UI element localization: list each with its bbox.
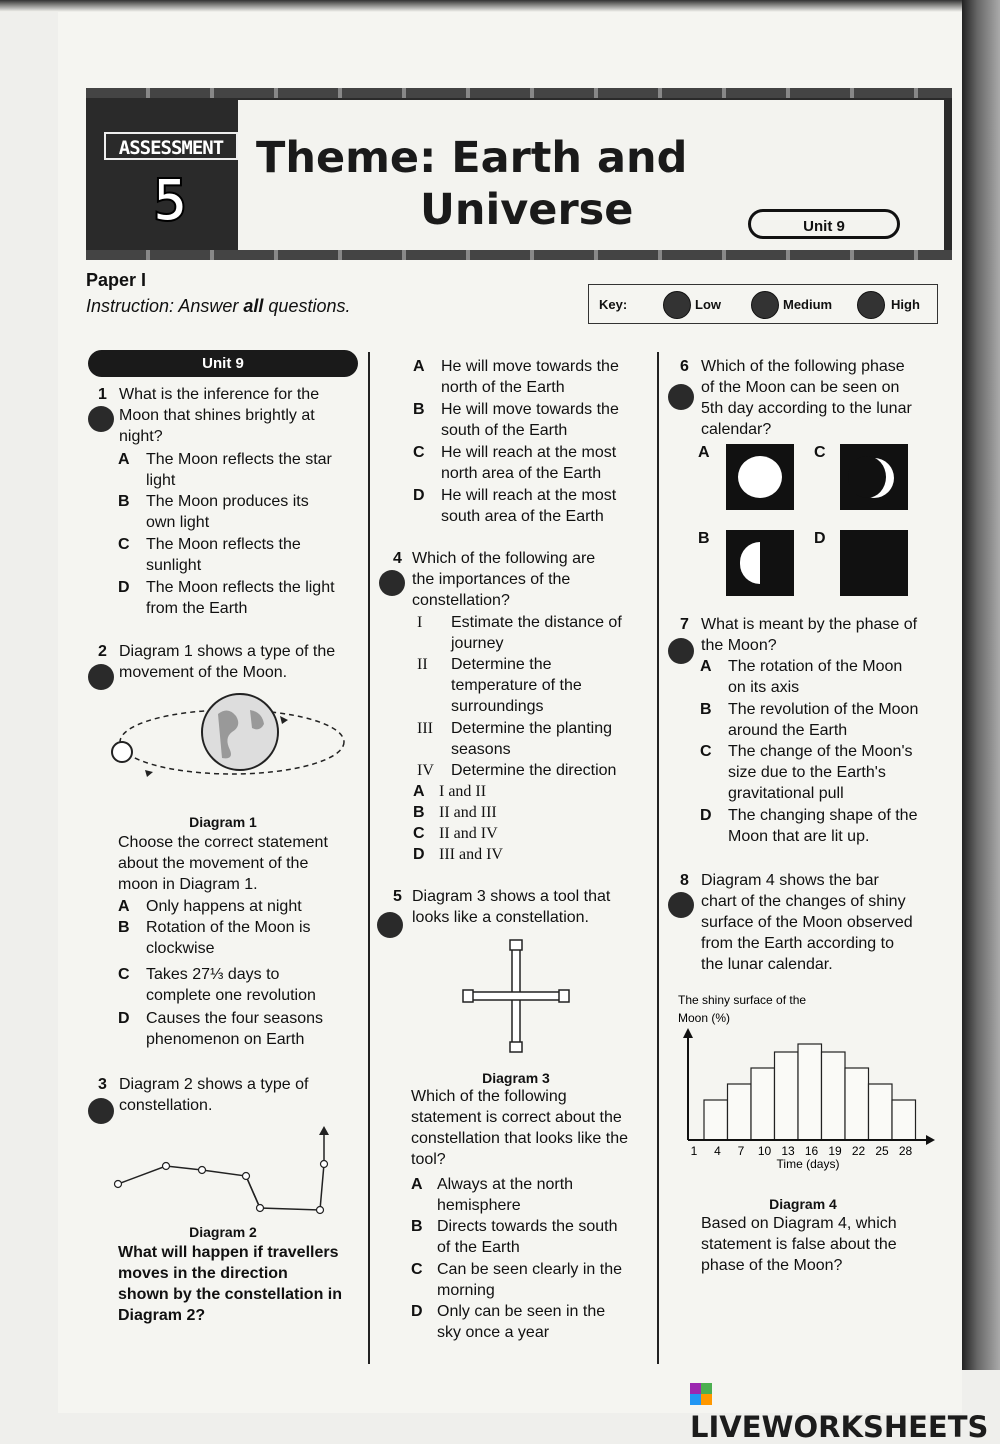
q4-stem-line: Which of the following are	[412, 550, 596, 567]
roman-numeral: II	[417, 656, 428, 673]
option-text: gravitational pull	[728, 785, 844, 802]
q6-option-c[interactable]	[814, 442, 914, 512]
option-text: III and IV	[439, 846, 503, 863]
option-text: north of the Earth	[441, 379, 565, 396]
q8-stem-line: surface of the Moon observed	[701, 914, 913, 931]
option-text: clockwise	[146, 940, 215, 957]
option-letter: B	[118, 919, 130, 936]
option-text: He will move towards the	[441, 358, 619, 375]
q1-option-c[interactable]	[118, 534, 363, 576]
chart-bar	[845, 1068, 869, 1140]
option-letter: A	[411, 1176, 423, 1193]
q6-stem-line: of the Moon can be seen on	[701, 379, 900, 396]
q1-stem-line: Moon that shines brightly at	[119, 407, 315, 424]
option-text: Causes the four seasons	[146, 1010, 323, 1027]
q2-stem2-line: moon in Diagram 1.	[118, 876, 258, 893]
q4-option-a[interactable]	[413, 781, 651, 802]
q4-option-c[interactable]	[413, 823, 651, 844]
q1-number: 1	[98, 386, 107, 403]
q4-number: 4	[393, 550, 402, 567]
q6-stem	[701, 356, 949, 440]
q2-number: 2	[98, 643, 107, 660]
q3-stem2-line: shown by the constellation in	[118, 1286, 343, 1303]
instruction	[86, 296, 350, 317]
brand-text: LIVEWORKSHEETS	[690, 1410, 989, 1444]
option-text: Takes 27⅓ days to	[146, 966, 280, 983]
q3-option-b[interactable]	[413, 399, 651, 441]
option-text: sky once a year	[437, 1324, 550, 1341]
option-text: The rotation of the Moon	[728, 658, 903, 675]
cross-tool-diagram	[461, 938, 571, 1054]
chart-bar	[869, 1084, 893, 1140]
option-letter: D	[413, 846, 425, 863]
q6-option-b[interactable]	[698, 528, 798, 598]
new-moon-icon	[840, 530, 908, 596]
q8-number: 8	[680, 872, 689, 889]
roman-numeral: III	[417, 720, 433, 737]
q2-option-b[interactable]	[118, 917, 363, 959]
q2-stem-line: Diagram 1 shows a type of the	[119, 643, 336, 660]
q8-stem2-line: statement is false about the	[701, 1236, 897, 1253]
option-text: on its axis	[728, 679, 800, 696]
option-text: light	[146, 472, 176, 489]
option-text: Moon that are lit up.	[728, 828, 870, 845]
column-divider-1	[368, 352, 370, 1364]
chart-bar	[704, 1100, 728, 1140]
option-letter: C	[118, 536, 130, 553]
statement-text: Determine the planting	[451, 720, 612, 737]
q5-option-c[interactable]	[411, 1259, 651, 1301]
bamboo-frame-bottom	[86, 250, 952, 260]
chart-bar	[775, 1052, 799, 1140]
half-moon-icon	[726, 530, 794, 596]
option-letter: D	[118, 1010, 130, 1027]
q1-difficulty-icon	[88, 406, 114, 432]
q7-option-a[interactable]	[700, 656, 948, 698]
q1-stem	[119, 384, 359, 447]
option-text: Rotation of the Moon is	[146, 919, 311, 936]
q6-stem-line: calendar?	[701, 421, 772, 438]
q7-stem-line: What is meant by the phase of	[701, 616, 918, 633]
q5-stem-line: looks like a constellation.	[412, 909, 589, 926]
chart-tick-label: 4	[714, 1144, 721, 1158]
q6-difficulty-icon	[668, 384, 694, 410]
q5-option-a[interactable]	[411, 1174, 651, 1216]
q3-stem2-line: Diagram 2?	[118, 1307, 206, 1324]
option-text: south area of the Earth	[441, 508, 604, 525]
liveworksheets-logo	[690, 1376, 1000, 1444]
chart-tick-label: 19	[828, 1144, 842, 1158]
chart-bar	[728, 1084, 752, 1140]
q2-stem2-line: about the movement of the	[118, 855, 309, 872]
option-letter: D	[413, 487, 425, 504]
q5-difficulty-icon	[377, 912, 403, 938]
scan-edge-top	[0, 0, 1000, 12]
q5-stem2-line: constellation that looks like the	[411, 1130, 629, 1147]
option-letter: D	[118, 579, 130, 596]
option-letter: D	[700, 807, 712, 824]
option-text: He will reach at the most	[441, 444, 617, 461]
option-text: Can be seen clearly in the	[437, 1261, 622, 1278]
roman-numeral: IV	[417, 762, 434, 779]
q5-option-d[interactable]	[411, 1301, 651, 1343]
chart-bar	[822, 1052, 846, 1140]
q1-stem-line: night?	[119, 428, 163, 445]
q3-stem2-line: moves in the direction	[118, 1265, 288, 1282]
q1-option-d[interactable]	[118, 577, 363, 619]
option-text: The revolution of the Moon	[728, 701, 919, 718]
instruction-suffix: questions.	[263, 296, 351, 316]
instruction-bold: all	[243, 296, 264, 316]
instruction-prefix: Instruction: Answer	[86, 296, 244, 316]
q4-option-b[interactable]	[413, 802, 651, 823]
diagram-4-caption: Diagram 4	[769, 1196, 837, 1212]
q8-stem-line: the lunar calendar.	[701, 956, 833, 973]
key-high: High	[891, 297, 920, 312]
option-text: of the Earth	[437, 1239, 520, 1256]
chart-tick-label: 16	[804, 1144, 819, 1158]
high-dot-icon	[857, 291, 885, 319]
q4-statement-i	[417, 612, 651, 654]
q7-option-c[interactable]	[700, 741, 948, 804]
q7-stem	[701, 614, 949, 656]
option-letter: A	[413, 358, 425, 375]
assessment-number: 5	[152, 166, 188, 234]
option-letter: B	[698, 530, 710, 547]
chart-tick-label: 1	[690, 1144, 698, 1158]
option-text: Always at the north	[437, 1176, 574, 1193]
q7-option-b[interactable]	[700, 699, 948, 741]
chart-ylabel-line1: The shiny surface of the	[678, 993, 807, 1007]
option-letter: A	[698, 444, 710, 461]
q2-option-d[interactable]	[118, 1008, 363, 1050]
q3-stem-line: constellation.	[119, 1097, 213, 1114]
q8-stem	[701, 870, 949, 975]
chart-ylabel-line2: Moon (%)	[678, 1011, 731, 1025]
q3-stem-line: Diagram 2 shows a type of	[119, 1076, 309, 1093]
chart-tick-label: 22	[851, 1144, 866, 1158]
column-middle	[383, 356, 651, 1346]
q6-option-d[interactable]	[814, 528, 914, 598]
option-text: II and III	[439, 804, 497, 821]
q1-stem-line: What is the inference for the	[119, 386, 320, 403]
q5-stem2-line: statement is correct about the	[411, 1109, 622, 1126]
moon-orbit-diagram	[100, 692, 350, 802]
q3-stem2-line: What will happen if travellers	[118, 1244, 339, 1261]
option-text: from the Earth	[146, 600, 248, 617]
statement-text: Estimate the distance of	[451, 614, 622, 631]
option-text: Only can be seen in the	[437, 1303, 606, 1320]
statement-text: surroundings	[451, 698, 544, 715]
statement-text: Determine the	[451, 656, 552, 673]
unit-heading: Unit 9	[88, 350, 358, 377]
option-text: sunlight	[146, 557, 202, 574]
option-letter: C	[700, 743, 712, 760]
q7-option-d[interactable]	[700, 805, 948, 847]
option-text: The changing shape of the	[728, 807, 918, 824]
low-dot-icon	[663, 291, 691, 319]
q7-stem-line: the Moon?	[701, 637, 777, 654]
chart-tick-label: 10	[757, 1144, 772, 1158]
y-axis-arrow-icon	[683, 1028, 693, 1038]
q4-difficulty-icon	[379, 570, 405, 596]
option-letter: D	[814, 530, 826, 547]
q2-stem2-line: Choose the correct statement	[118, 834, 328, 851]
column-right	[668, 356, 950, 1286]
q2-stem-line: movement of the Moon.	[119, 664, 288, 681]
bamboo-frame-top	[86, 88, 952, 98]
crescent-moon-icon	[840, 444, 908, 510]
chart-tick-label: 28	[898, 1144, 913, 1158]
q8-stem-line: Diagram 4 shows the bar	[701, 872, 879, 889]
roman-numeral: I	[417, 614, 423, 631]
q3-number: 3	[98, 1076, 107, 1093]
q2-difficulty-icon	[88, 664, 114, 690]
option-text: complete one revolution	[146, 987, 316, 1004]
scan-edge-right	[962, 0, 1000, 1370]
column-divider-2	[657, 352, 659, 1364]
q5-option-b[interactable]	[411, 1216, 651, 1258]
option-text: The Moon produces its	[146, 493, 309, 510]
q5-number: 5	[393, 888, 402, 905]
q8-stem-line: from the Earth according to	[701, 935, 894, 952]
q5-stem-line: Diagram 3 shows a tool that	[412, 888, 611, 905]
q2-option-a[interactable]	[118, 896, 363, 917]
q4-stem-line: constellation?	[412, 592, 510, 609]
theme-title-line1: Theme: Earth and	[256, 133, 688, 183]
option-letter: A	[118, 451, 130, 468]
q1-option-b[interactable]	[118, 491, 363, 533]
q3-difficulty-icon	[88, 1098, 114, 1124]
option-letter: B	[700, 701, 712, 718]
option-letter: C	[411, 1261, 423, 1278]
option-letter: B	[413, 401, 425, 418]
diagram-2-caption: Diagram 2	[189, 1224, 257, 1240]
q3-stem2	[118, 1242, 363, 1326]
option-text: hemisphere	[437, 1197, 521, 1214]
q6-stem-line: 5th day according to the lunar	[701, 400, 912, 417]
option-text: He will move towards the	[441, 401, 619, 418]
q4-option-d[interactable]	[413, 844, 651, 865]
q2-stem	[119, 641, 363, 683]
option-text: around the Earth	[728, 722, 848, 739]
q8-stem2	[701, 1213, 949, 1276]
option-letter: B	[413, 804, 425, 821]
paper-label: Paper I	[86, 270, 147, 290]
q5-stem2-line: Which of the following	[411, 1088, 567, 1105]
statement-text: Determine the direction	[451, 762, 617, 779]
key-medium: Medium	[783, 297, 833, 312]
statement-text: seasons	[451, 741, 511, 758]
x-axis-arrow-icon	[926, 1135, 935, 1145]
option-letter: A	[413, 783, 425, 800]
chart-tick-label: 7	[737, 1144, 745, 1158]
chart-tick-label: 13	[781, 1144, 795, 1158]
q2-option-c[interactable]	[118, 964, 363, 1006]
chart-xlabel: Time (days)	[776, 1157, 840, 1171]
option-text: north area of the Earth	[441, 465, 602, 482]
option-text: phenomenon on Earth	[146, 1031, 305, 1048]
big-dipper-diagram	[108, 1124, 348, 1216]
q3-stem	[119, 1074, 363, 1116]
q4-statement-ii	[417, 654, 651, 717]
chart-tick-label: 25	[875, 1144, 889, 1158]
statement-text: journey	[451, 635, 504, 652]
option-letter: B	[411, 1218, 423, 1235]
option-letter: D	[411, 1303, 423, 1320]
option-text: The Moon reflects the	[146, 536, 301, 553]
q6-number: 6	[680, 358, 689, 375]
option-text: Only happens at night	[146, 898, 302, 915]
q1-option-a[interactable]	[118, 449, 363, 491]
option-text: morning	[437, 1282, 495, 1299]
option-text: II and IV	[439, 825, 498, 842]
q8-stem-line: chart of the changes of shiny	[701, 893, 906, 910]
q7-difficulty-icon	[668, 638, 694, 664]
option-letter: C	[814, 444, 826, 461]
q8-stem2-line: phase of the Moon?	[701, 1257, 843, 1274]
column-left	[88, 384, 363, 1344]
option-text: The Moon reflects the light	[146, 579, 335, 596]
q5-stem2	[411, 1086, 651, 1170]
q6-stem-line: Which of the following phase	[701, 358, 905, 375]
q5-stem2-line: tool?	[411, 1151, 446, 1168]
q5-stem	[412, 886, 650, 928]
q6-option-a[interactable]	[698, 442, 798, 512]
difficulty-key	[588, 284, 938, 324]
full-moon-icon	[726, 444, 794, 510]
chart-bar	[892, 1100, 916, 1140]
diagram-1-caption: Diagram 1	[189, 814, 257, 830]
statement-text: temperature of the	[451, 677, 582, 694]
q3-option-c[interactable]	[413, 442, 651, 484]
key-low: Low	[695, 297, 721, 312]
option-letter: C	[118, 966, 130, 983]
option-text: Directs towards the south	[437, 1218, 618, 1235]
option-text: The Moon reflects the star	[146, 451, 332, 468]
option-text: size due to the Earth's	[728, 764, 886, 781]
q4-stem-line: the importances of the	[412, 571, 571, 588]
chart-bar	[751, 1068, 775, 1140]
q3-option-d[interactable]	[413, 485, 651, 527]
q7-number: 7	[680, 616, 689, 633]
key-label: Key:	[599, 297, 628, 312]
option-text: south of the Earth	[441, 422, 568, 439]
option-letter: C	[413, 444, 425, 461]
q8-difficulty-icon	[668, 892, 694, 918]
unit-badge: Unit 9	[748, 209, 900, 239]
q4-statement-iv	[417, 760, 651, 781]
option-text: own light	[146, 514, 210, 531]
option-letter: C	[413, 825, 425, 842]
option-letter: B	[118, 493, 130, 510]
moon-shiny-surface-chart	[676, 992, 946, 1178]
q8-stem2-line: Based on Diagram 4, which	[701, 1215, 897, 1232]
medium-dot-icon	[751, 291, 779, 319]
q4-stem	[412, 548, 650, 611]
theme-title-line2: Universe	[420, 185, 634, 235]
liveworksheets-logo-icon	[690, 1383, 712, 1405]
option-letter: A	[118, 898, 130, 915]
option-text: The change of the Moon's	[728, 743, 913, 760]
option-text: He will reach at the most	[441, 487, 617, 504]
option-letter: A	[700, 658, 712, 675]
chart-bar	[798, 1044, 822, 1140]
diagram-3-caption: Diagram 3	[482, 1070, 550, 1086]
q4-statement-iii	[417, 718, 651, 760]
q3-option-a[interactable]	[413, 356, 651, 398]
assessment-label: ASSESSMENT	[104, 132, 238, 160]
q2-stem2	[118, 832, 363, 895]
option-text: I and II	[439, 783, 487, 800]
